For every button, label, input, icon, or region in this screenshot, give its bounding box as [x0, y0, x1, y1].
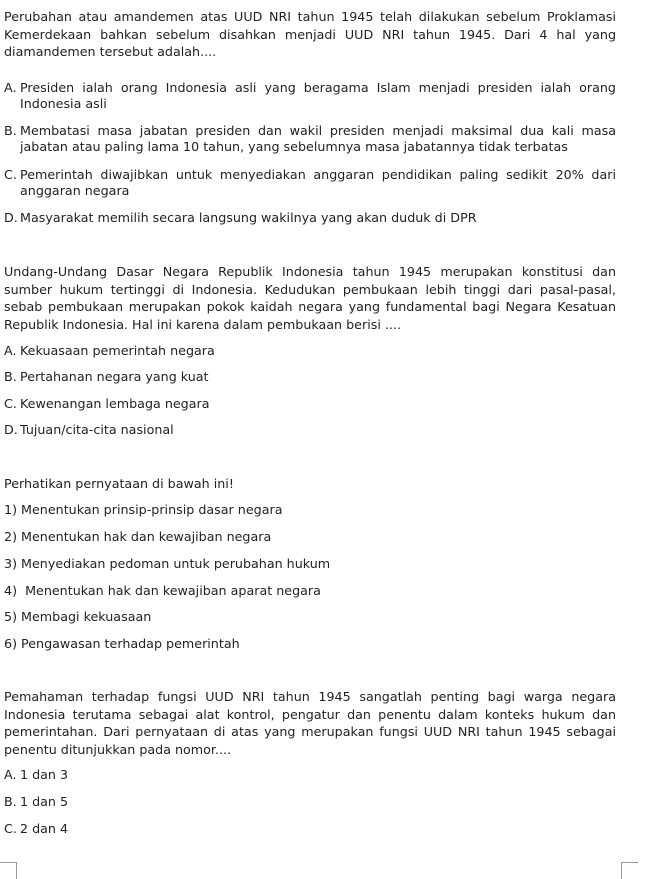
crop-mark-left — [0, 862, 17, 879]
option-letter: A. — [4, 343, 17, 358]
option-text: Tujuan/cita-cita nasional — [20, 422, 174, 437]
statement-4: 4) Menentukan hak dan kewajiban aparat negara — [4, 583, 321, 598]
option-letter: C. — [4, 396, 17, 411]
question-3-option-a — [4, 767, 616, 783]
question-3-intro: Perhatikan pernyataan di bawah ini! — [4, 476, 234, 491]
question-2-option-b — [4, 369, 616, 385]
option-letter: A. — [4, 80, 17, 95]
option-letter: C. — [4, 821, 17, 836]
option-letter: D. — [4, 422, 18, 437]
question-3-stem: Pemahaman terhadap fungsi UUD NRI tahun 1945 sangatlah penting bagi warga negara Indonesia terutama sebagai alat kontrol, pengatur dan penentu dalam konteks hukum dan pemerintahan. Dari pernyataan di atas yang merupakan fungsi UUD NRI tahun 1945 sebagai penentu ditunjukkan pada nomor.... — [4, 689, 616, 757]
option-text: 1 dan 5 — [20, 794, 69, 809]
question-1-option-b — [4, 123, 616, 155]
option-text: Kekuasaan pemerintah negara — [20, 343, 215, 358]
question-2-option-a — [4, 343, 616, 359]
statement-5: 5) Membagi kekuasaan — [4, 609, 152, 624]
question-2-option-d — [4, 422, 616, 438]
option-text: 2 dan 4 — [20, 821, 69, 836]
option-text: Pertahanan negara yang kuat — [20, 369, 209, 384]
option-text: Masyarakat memilih secara langsung wakilnya yang akan duduk di DPR — [20, 210, 477, 225]
statement-2: 2) Menentukan hak dan kewajiban negara — [4, 529, 272, 544]
crop-mark-right — [621, 862, 638, 879]
option-letter: C. — [4, 167, 17, 182]
statement-1: 1) Menentukan prinsip-prinsip dasar negara — [4, 502, 283, 517]
question-1-option-d — [4, 210, 616, 226]
question-1-stem: Perubahan atau amandemen atas UUD NRI tahun 1945 telah dilakukan sebelum Proklamasi Kemerdekaan bahkan sebelum disahkan menjadi UUD NRI tahun 1945. Dari 4 hal yang diamandemen tersebut adalah.... — [4, 9, 616, 59]
option-letter: B. — [4, 369, 17, 384]
question-1-option-a — [4, 80, 616, 112]
option-letter: B. — [4, 123, 17, 138]
option-text: 1 dan 3 — [20, 767, 69, 782]
option-letter: D. — [4, 210, 18, 225]
question-2-stem: Undang-Undang Dasar Negara Republik Indonesia tahun 1945 merupakan konstitusi dan sumber hukum tertinggi di Indonesia. Kedudukan pembukaan lebih tinggi dari pasal-pasal, sebab pembukaan merupakan pokok kaidah negara yang fundamental bagi Negara Kesatuan Republik Indonesia. Hal ini karena dalam pembukaan berisi .... — [4, 264, 616, 332]
statement-3: 3) Menyediakan pedoman untuk perubahan hukum — [4, 556, 331, 571]
question-2-option-c — [4, 396, 616, 412]
option-text: Kewenangan lembaga negara — [20, 396, 210, 411]
question-3-option-b — [4, 794, 616, 810]
statement-6: 6) Pengawasan terhadap pemerintah — [4, 636, 240, 651]
option-letter: B. — [4, 794, 17, 809]
option-letter: A. — [4, 767, 17, 782]
question-1-option-c — [4, 167, 616, 199]
option-text: Presiden ialah orang Indonesia asli yang beragama Islam menjadi presiden ialah orang Indonesia asli — [20, 80, 616, 111]
option-text: Membatasi masa jabatan presiden dan wakil presiden menjadi maksimal dua kali masa jabatan atau paling lama 10 tahun, yang sebelumnya masa jabatannya tidak terbatas — [20, 123, 616, 154]
question-3-option-c — [4, 821, 616, 837]
option-text: Pemerintah diwajibkan untuk menyediakan anggaran pendidikan paling sedikit 20% dari anggaran negara — [20, 167, 616, 198]
